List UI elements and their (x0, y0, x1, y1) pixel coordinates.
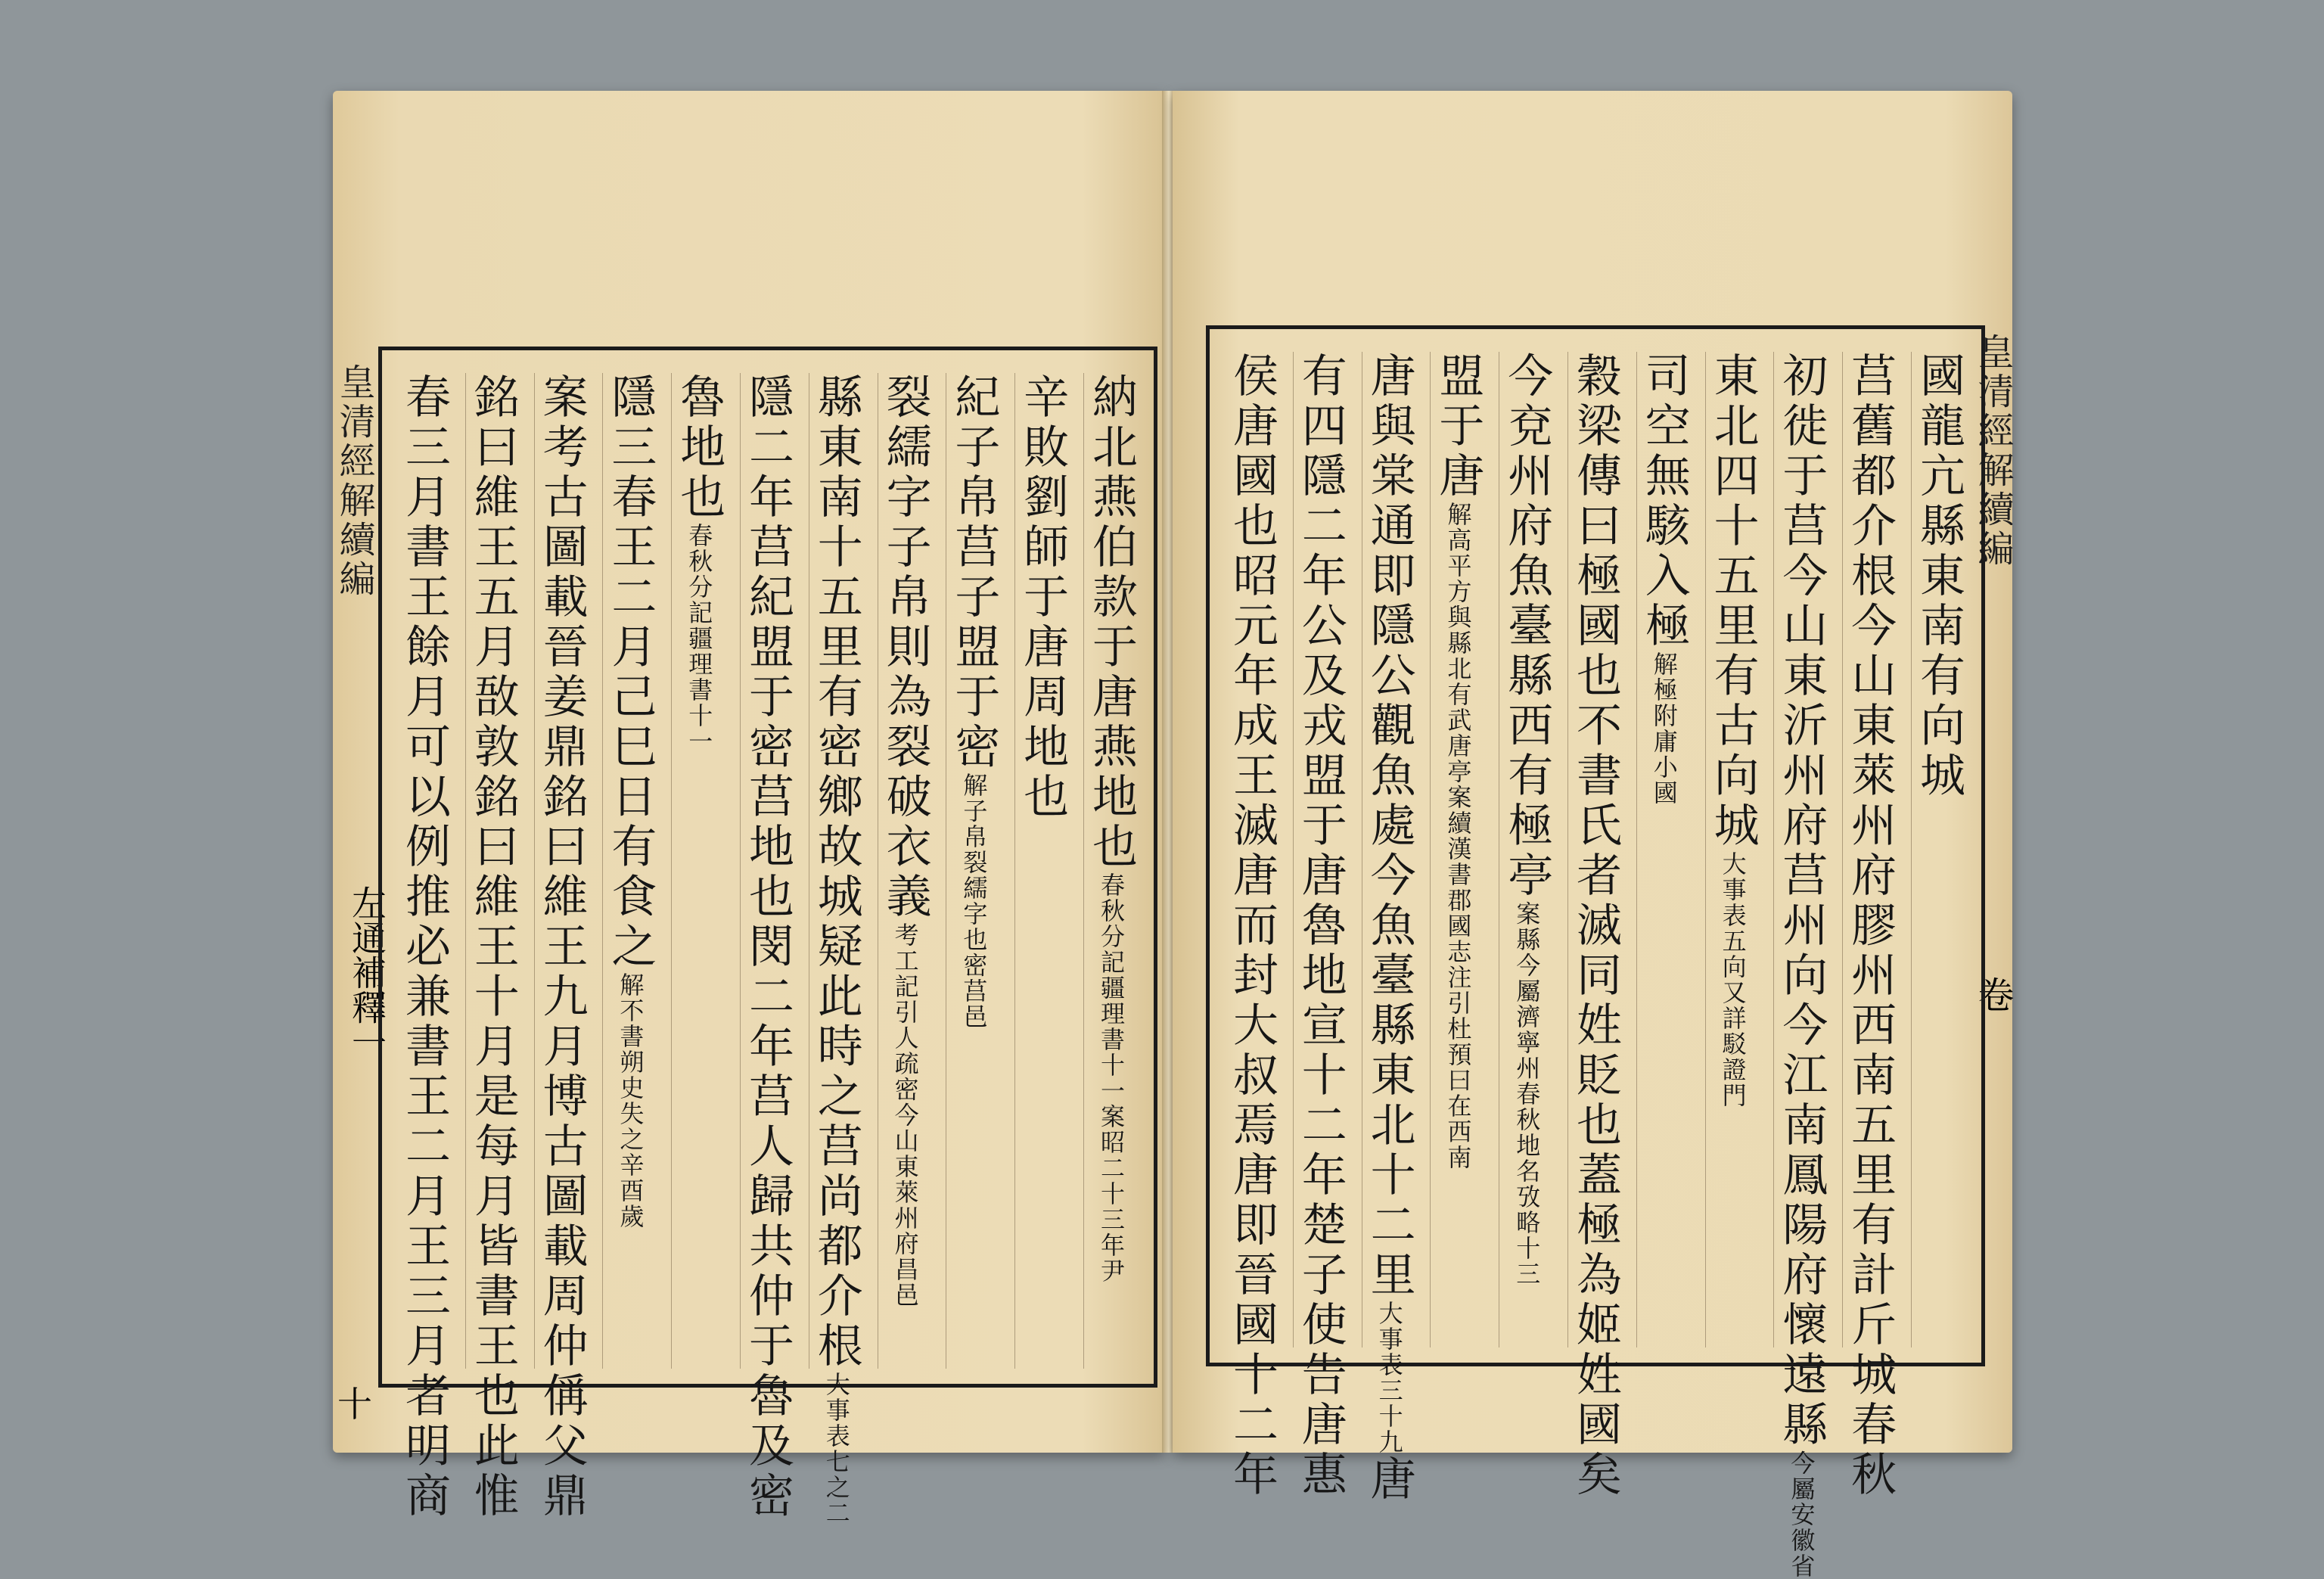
text-column: 今兗州府魚臺縣西有極亭案縣今屬濟寧州春秋地名攷略十三 (1499, 352, 1554, 1347)
left-text-frame (378, 347, 1157, 1526)
annotation: 案昭二十三年尹 (1096, 1104, 1126, 1284)
right-text-frame (1206, 325, 1985, 1579)
annotation: 解高平方與縣北有武唐亭 (1443, 502, 1473, 785)
annotation: 向又詳駁證門 (1718, 954, 1748, 1108)
right-text-columns (1225, 352, 1966, 1579)
text-column: 莒舊都介根今山東萊州府膠州西南五里有計斤城春秋 (1844, 352, 1897, 1500)
annotation: 大事表五 (1718, 851, 1748, 954)
text-column: 侯唐國也昭元年成王滅唐而封大叔焉唐即晉國十二年 (1226, 352, 1279, 1500)
left-margin-subtitle: 左通補釋一 (346, 885, 387, 1059)
text-column: 國龍亢縣東南有向城 (1911, 352, 1966, 1347)
left-folio: 十 (337, 1384, 372, 1425)
text-column: 隱三春王二月己巳日有食之解不書朔史失之辛酉歲 (602, 373, 657, 1369)
text-column: 辛敗劉師于唐周地也 (1014, 373, 1070, 1369)
left-text-columns (397, 373, 1139, 1526)
text-column: 案考古圖載晉姜鼎銘曰維王九月博古圖載周仲偁父鼎 (535, 373, 589, 1521)
text-column: 銘曰維王五月敔敦銘曰維王十月是每月皆書王也此惟 (466, 373, 520, 1521)
text-column: 春三月書王餘月可以例推必兼書王二月王三月者明商 (398, 373, 451, 1521)
text-column: 納北燕伯款于唐燕地也春秋分記疆理書十一案昭二十三年尹 (1083, 373, 1139, 1369)
text-column: 司空無駭入極解極附庸小國 (1636, 352, 1692, 1347)
left-page (333, 91, 1165, 1526)
text-column: 縣東南十五里有密鄉故城疑此時之莒尚都介根大事表七之二 (809, 373, 863, 1526)
annotation: 大事表七之二 (822, 1372, 851, 1526)
annotation: 春秋分記疆理書十一 (685, 523, 714, 754)
annotation: 密今山東萊州府昌邑 (890, 1077, 920, 1308)
annotation: 解不書朔史失之 (616, 972, 645, 1152)
annotation: 今屬安徽省 (1787, 1450, 1816, 1579)
annotation: 案續漢書郡國志注引杜預曰在西南 (1443, 785, 1473, 1170)
text-column: 有四隱二年公及戎盟于唐魯地宣十二年楚子使告唐惠 (1294, 352, 1347, 1500)
open-book (333, 91, 2014, 1579)
annotation: 辛酉歲 (616, 1152, 645, 1229)
text-column: 魯地也春秋分記疆理書十一 (671, 373, 726, 1369)
annotation: 解子帛裂繻字也密莒邑 (959, 772, 989, 1030)
text-column: 唐與棠通即隱公觀魚處今魚臺縣東北十二里大事表三十九唐 (1362, 352, 1416, 1505)
text-column: 初徙于莒今山東沂州府莒州向今江南鳳陽府懷遠縣今屬安徽省 (1775, 352, 1828, 1579)
right-margin-title: 皇清經解續編 (1971, 333, 2014, 569)
text-column: 隱二年莒紀盟于密莒地也閔二年莒人歸共仲于魯及密 (741, 373, 794, 1521)
text-column: 盟于唐解高平方與縣北有武唐亭案續漢書郡國志注引杜預曰在西南 (1430, 352, 1485, 1347)
right-folio: 卷 (1971, 976, 2014, 1012)
annotation: 案縣今屬濟寧州春秋地名攷略十三 (1512, 901, 1542, 1287)
text-column: 紀子帛莒子盟于密解子帛裂繻字也密莒邑 (946, 373, 1001, 1369)
annotation: 解極附庸小國 (1649, 651, 1679, 806)
annotation: 春秋分記疆理書十一 (1096, 872, 1126, 1104)
text-column: 東北四十五里有古向城大事表五向又詳駁證門 (1705, 352, 1760, 1347)
text-column: 穀梁傳曰極國也不書氏者滅同姓貶也蓋極為姬姓國矣 (1568, 352, 1622, 1500)
left-margin-title: 皇清經解續編 (333, 363, 375, 599)
text-column: 裂繻字子帛則為裂破衣義考工記引人疏密今山東萊州府昌邑 (878, 373, 933, 1369)
right-page (1173, 91, 2014, 1579)
annotation: 考工記引人疏 (890, 922, 920, 1077)
annotation: 大事表三十九 (1375, 1301, 1404, 1455)
